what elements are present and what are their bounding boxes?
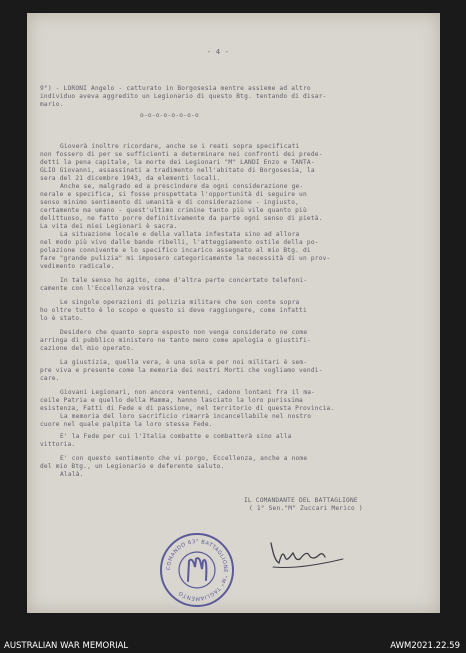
body-line: non fossero di per se sufficienti a determinare nei confronti dei prede- xyxy=(40,151,323,158)
footer-accession-number: AWM2021.22.59 xyxy=(390,641,460,651)
body-line: vittoria. xyxy=(40,441,76,448)
archive-footer xyxy=(0,638,466,653)
body-line: La giustizia, quella vera, è una sola e per noi militari è sem- xyxy=(60,359,308,366)
body-line: arringa di pubblico ministero ne tanto meno come apologia o giustifi- xyxy=(40,337,311,344)
paragraph-9-line: mario. xyxy=(40,101,64,108)
battalion-stamp xyxy=(160,533,234,607)
typed-text-area xyxy=(27,13,440,613)
body-line: Alalà. xyxy=(60,471,84,478)
body-line: care. xyxy=(40,375,60,382)
signature-name: ( 1° Sen."M" Zuccari Merico ) xyxy=(249,505,363,512)
paragraph-9-line: 9°) - LORONI Angelo - catturato in Borgosesia mentre assieme ad altro xyxy=(40,85,311,92)
stamp-text: COMANDO 63° BATTAGLIONE "M" TAGLIAMENTO xyxy=(165,538,229,602)
body-line: nerale e specifica, si fosse prospettata l'opportunità di seguire un xyxy=(40,191,307,198)
signature-title: IL COMANDANTE DEL BATTAGLIONE xyxy=(244,497,358,504)
body-line: nel modo più vivo dalle bande ribelli, l'atteggiamento ostile della po- xyxy=(40,239,319,246)
body-line: polazione connivente e lo specifico incarico assegnato al mio Btg. di xyxy=(40,247,311,254)
body-line: La vita dei miei Legionari è sacra. xyxy=(40,223,178,230)
body-line: lo è stato. xyxy=(40,315,84,322)
body-line: ceile Patria e quello della Mamma, hanno lasciato la loro purissima xyxy=(40,397,303,404)
body-line: E' la Fede per cui l'Italia combatte e combatterà sino alla xyxy=(60,433,292,440)
body-line: detti la pena capitale, la morte dei Legionari "M" LANDI Enzo e TANTA- xyxy=(40,159,315,166)
body-line: GLIO Giovanni, assassinati a tradimento nell'abitato di Borgosesia, la xyxy=(40,167,315,174)
body-line: certamente ma umano - quest'ultimo crimine tanto più vile quanto più xyxy=(40,207,307,214)
body-line: fare "grande pulizia" mi imposero categoricamente la necessità di un prov- xyxy=(40,255,331,262)
body-line: Giovani Legionari, non ancora ventenni, cadono lontani fra il ma- xyxy=(60,389,316,396)
body-line: camente con l'Eccellenza vostra. xyxy=(40,285,166,292)
body-line: Anche se, malgrado ed a prescindere da ogni considerazione ge- xyxy=(60,183,304,190)
body-line: vedimento radicale. xyxy=(40,263,115,270)
body-line: senso minimo sentimento di umanità e di considerazione - ingiusto, xyxy=(40,199,300,206)
body-line: Desidero che quanto sopra esposto non venga considerato ne come xyxy=(60,329,308,336)
document-page xyxy=(27,13,440,613)
page-number: - 4 - xyxy=(207,48,230,56)
section-separator: o-o-o-o-o-o-o-o xyxy=(140,112,199,119)
body-line: sera del 21 dicembre 1943, da elementi locali. xyxy=(40,175,221,182)
body-line: esistenza, Fatti di Fede e di passione, nel territorio di questa Provincia. xyxy=(40,405,335,412)
body-line: cazione del mio operato. xyxy=(40,345,135,352)
body-line: La situazione locale e della vallata infestata sino ad allora xyxy=(60,231,300,238)
paragraph-9-line: individuo aveva aggredito un Legionario di questo Btg. tentando di disar- xyxy=(40,93,327,100)
body-line: La memoria del loro sacrificio rimarrà incancellabile nel nostro xyxy=(60,413,312,420)
body-line: Gioverà inoltre ricordare, anche se i reati sopra specificati xyxy=(60,143,300,150)
body-line: pre viva e presente come la memoria dei nostri Morti che vogliamo vendi- xyxy=(40,367,323,374)
stamp-graphic xyxy=(162,535,232,605)
body-line: cuore nel quale palpita la loro stessa Fede. xyxy=(40,421,213,428)
body-line: E' con questo sentimento che vi porgo, Eccellenza, anche a nome xyxy=(60,455,308,462)
body-line: delittuoso, ne fatto porre definitivamente da parte ogni senso di pietà. xyxy=(40,215,323,222)
body-line: del mio Btg., un Legionario e deferente saluto. xyxy=(40,463,225,470)
body-line: Le singole operazioni di polizia militare che son conte sopra xyxy=(60,299,300,306)
svg-text:COMANDO 63° BATTAGLIONE "M" TA xyxy=(166,539,228,601)
body-line: In tale senso ho agito, come d'altra parte concertato telefoni- xyxy=(60,277,308,284)
footer-institution: AUSTRALIAN WAR MEMORIAL xyxy=(4,641,129,651)
handwritten-signature xyxy=(263,533,353,573)
body-line: ho oltre tutto è lo scopo e questo si deve raggiungere, come infatti xyxy=(40,307,307,314)
